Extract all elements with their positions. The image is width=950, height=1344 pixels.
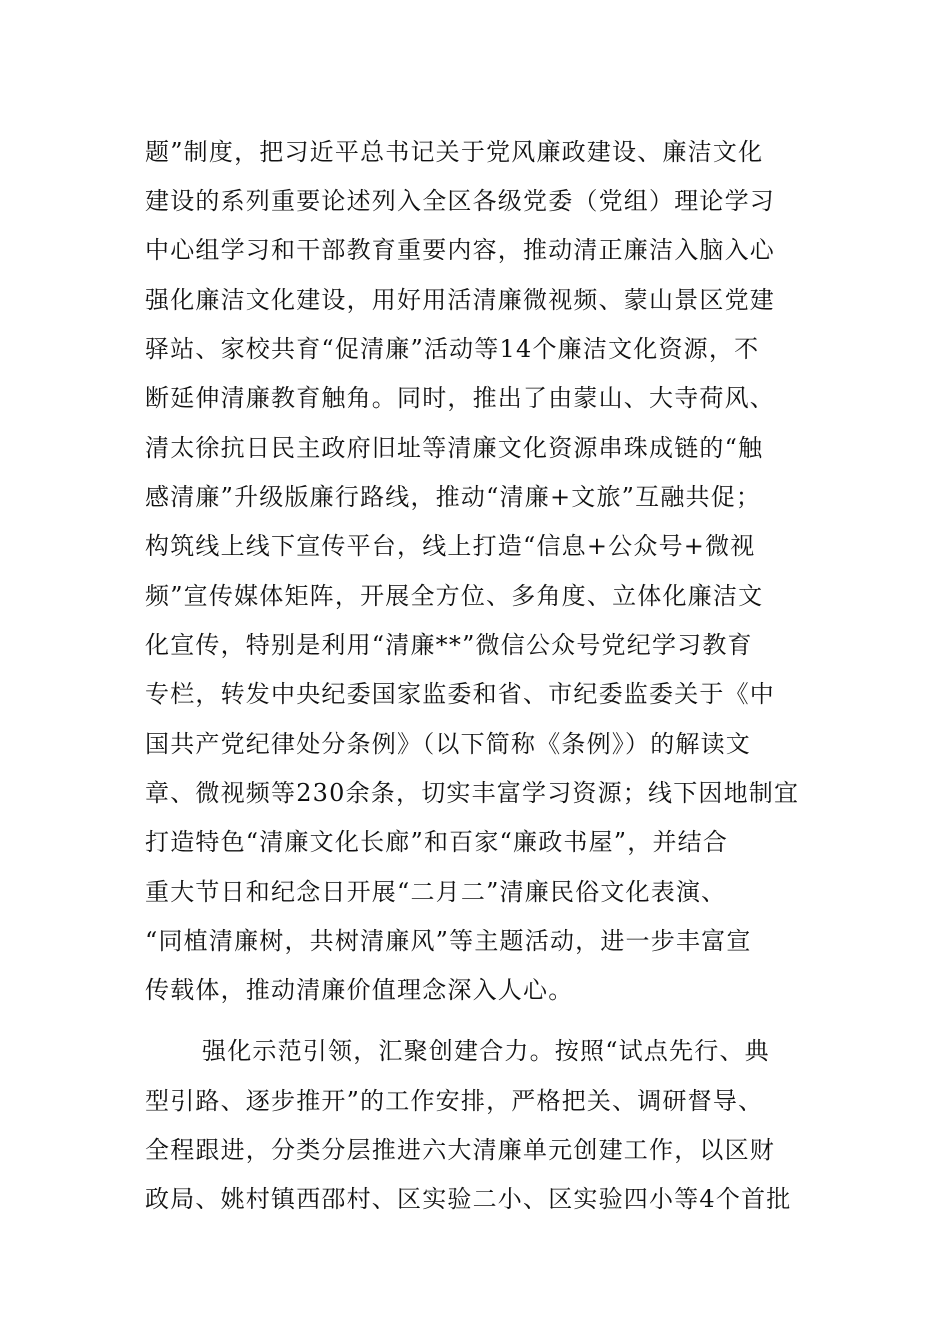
paragraph-line: 打造特色“清廉文化长廊”和百家“廉政书屋”，并结合 <box>145 828 729 856</box>
paragraph-line: 型引路、逐步推开”的工作安排，严格把关、调研督导、 <box>145 1087 764 1115</box>
paragraph-line: 题”制度，把习近平总书记关于党风廉政建设、廉洁文化 <box>145 138 764 166</box>
paragraph-line: 全程跟进，分类分层推进六大清廉单元创建工作，以区财 <box>145 1136 775 1164</box>
paragraph-line: 重大节日和纪念日开展“二月二”清廉民俗文化表演、 <box>145 878 727 906</box>
paragraph-line: 强化廉洁文化建设，用好用活清廉微视频、蒙山景区党建 <box>145 286 775 314</box>
paragraph-line: 驿站、家校共育“促清廉”活动等14个廉洁文化资源，不 <box>145 335 760 363</box>
paragraph-line: 传载体，推动清廉价值理念深入人心。 <box>145 976 574 1004</box>
paragraph-line: 感清廉”升级版廉行路线，推动“清廉+文旅”互融共促； <box>145 483 762 511</box>
paragraph-line: 章、微视频等230余条，切实丰富学习资源；线下因地制宜 <box>145 779 800 807</box>
paragraph-line: 频”宣传媒体矩阵，开展全方位、多角度、立体化廉洁文 <box>145 582 764 610</box>
paragraph-line: 强化示范引领，汇聚创建合力。按照“试点先行、典 <box>202 1037 770 1065</box>
paragraph-line: 建设的系列重要论述列入全区各级党委（党组）理论学习 <box>145 187 775 215</box>
paragraph-line: 中心组学习和干部教育重要内容，推动清正廉洁入脑入心 <box>145 236 775 264</box>
paragraph-line: 构筑线上线下宣传平台，线上打造“信息+公众号+微视 <box>145 532 756 560</box>
paragraph-line: 化宣传，特别是利用“清廉**”微信公众号党纪学习教育 <box>145 631 753 659</box>
paragraph-line: 国共产党纪律处分条例》（以下简称《条例》）的解读文 <box>145 730 751 758</box>
paragraph-line: 断延伸清廉教育触角。同时，推出了由蒙山、大寺荷风、 <box>145 384 775 412</box>
paragraph-line: 清太徐抗日民主政府旧址等清廉文化资源串珠成链的“触 <box>145 434 764 462</box>
paragraph-line: “同植清廉树，共树清廉风”等主题活动，进一步丰富宣 <box>145 927 752 955</box>
paragraph-line: 专栏，转发中央纪委国家监委和省、市纪委监委关于《中 <box>145 680 775 708</box>
paragraph-line: 政局、姚村镇西邵村、区实验二小、区实验四小等4个首批 <box>145 1185 792 1213</box>
